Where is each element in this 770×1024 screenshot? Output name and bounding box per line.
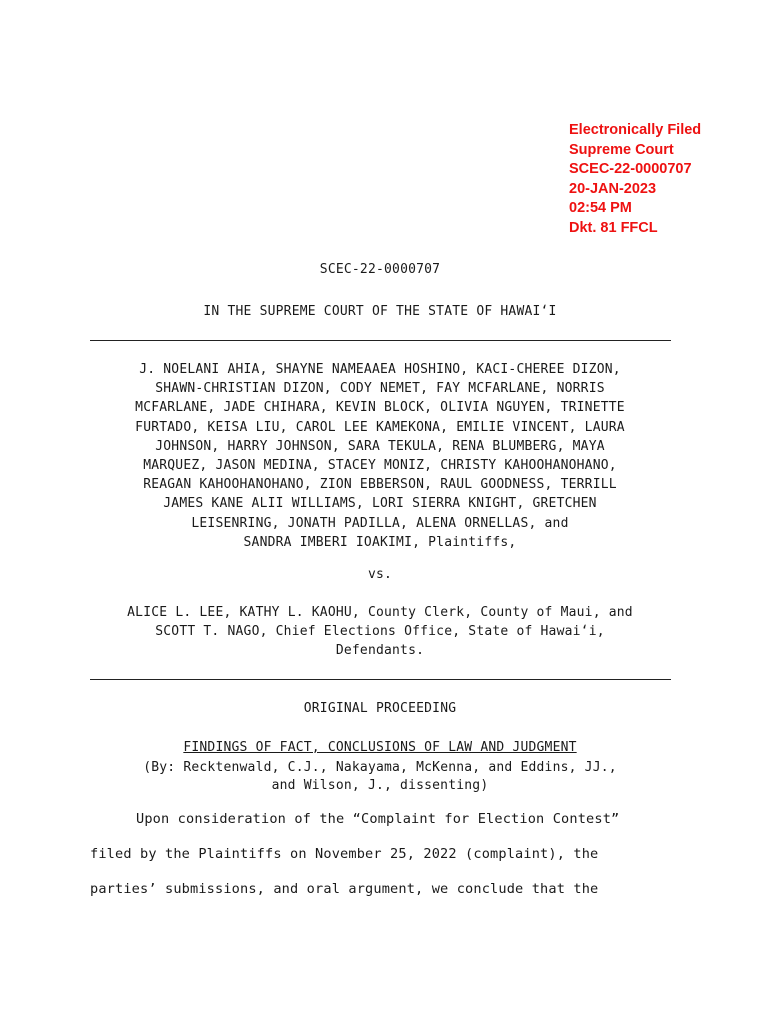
versus: vs. bbox=[367, 567, 393, 582]
defendants-line: SCOTT T. NAGO, Chief Elections Office, State of Hawaiʻi, bbox=[155, 624, 605, 640]
plaintiffs-line: FURTADO, KEISA LIU, CAROL LEE KAMEKONA, EMILIE VINCENT, LAURA bbox=[135, 419, 625, 435]
plaintiffs-line: REAGAN KAHOOHANOHANO, ZION EBBERSON, RAUL GOODNESS, TERRILL bbox=[143, 477, 617, 493]
plaintiffs-line: SANDRA IMBERI IOAKIMI, Plaintiffs, bbox=[243, 534, 517, 550]
plaintiffs-line: LEISENRING, JONATH PADILLA, ALENA ORNELLAS, and bbox=[191, 515, 569, 531]
plaintiffs-line: MCFARLANE, JADE CHIHARA, KEVIN BLOCK, OLIVIA NGUYEN, TRINETTE bbox=[135, 400, 625, 416]
byline-line: (By: Recktenwald, C.J., Nakayama, McKenna, and Eddins, JJ., bbox=[143, 760, 617, 775]
byline-line: and Wilson, J., dissenting) bbox=[271, 778, 489, 793]
case-number: SCEC-22-0000707 bbox=[319, 262, 441, 277]
document-title-text: FINDINGS OF FACT, CONCLUSIONS OF LAW AND JUDGMENT bbox=[183, 740, 577, 755]
stamp-line: 02:54 PM bbox=[569, 200, 632, 216]
defendants-line: Defendants. bbox=[335, 643, 425, 659]
plaintiffs-block bbox=[90, 360, 670, 552]
filing-stamp bbox=[569, 121, 701, 238]
plaintiffs-line: JAMES KANE ALII WILLIAMS, LORI SIERRA KNIGHT, GRETCHEN bbox=[163, 496, 597, 512]
stamp-line: SCEC-22-0000707 bbox=[569, 161, 692, 177]
stamp-line: Dkt. 81 FFCL bbox=[569, 219, 658, 236]
divider-bottom bbox=[90, 679, 671, 680]
plaintiffs-line: MARQUEZ, JASON MEDINA, STACEY MONIZ, CHRISTY KAHOOHANOHANO, bbox=[143, 458, 617, 474]
defendants-block bbox=[90, 603, 670, 661]
plaintiffs-line: J. NOELANI AHIA, SHAYNE NAMEAAEA HOSHINO, KACI-CHEREE DIZON, bbox=[139, 362, 621, 377]
body-paragraph-line: filed by the Plaintiffs on November 25, 2022 (complaint), the bbox=[90, 846, 599, 862]
proceeding-label: ORIGINAL PROCEEDING bbox=[303, 701, 457, 716]
stamp-line: Supreme Court bbox=[569, 141, 674, 158]
stamp-line: Electronically Filed bbox=[569, 122, 702, 138]
body-paragraph-line: Upon consideration of the “Complaint for Election Contest” bbox=[136, 811, 620, 827]
divider-top bbox=[90, 340, 671, 341]
defendants-line: ALICE L. LEE, KATHY L. KAOHU, County Clerk, County of Maui, and bbox=[127, 605, 633, 620]
plaintiffs-line: SHAWN-CHRISTIAN DIZON, CODY NEMET, FAY MCFARLANE, NORRIS bbox=[155, 381, 605, 397]
court-name: IN THE SUPREME COURT OF THE STATE OF HAWAIʻI bbox=[203, 304, 557, 319]
body-paragraph-line: parties’ submissions, and oral argument, we conclude that the bbox=[90, 881, 599, 897]
plaintiffs-line: JOHNSON, HARRY JOHNSON, SARA TEKULA, RENA BLUMBERG, MAYA bbox=[155, 438, 605, 454]
document-title bbox=[90, 740, 670, 755]
byline bbox=[90, 759, 670, 795]
stamp-line: 20-JAN-2023 bbox=[569, 180, 657, 197]
